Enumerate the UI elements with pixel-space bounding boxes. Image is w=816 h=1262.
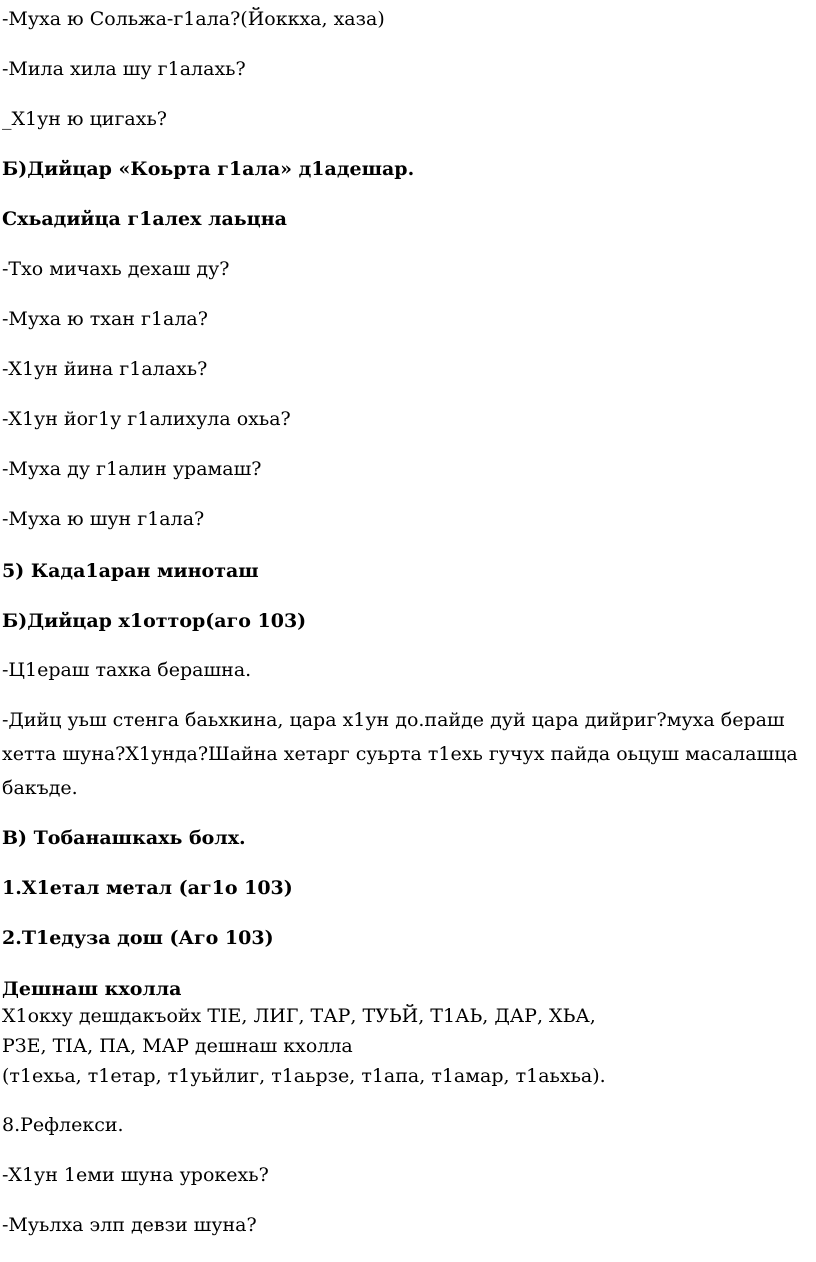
text-line: -Муха ю шун г1ала? [2,508,205,530]
text-line: -Муха ю Сольжа-г1ала?(Йоккха, хаза) [2,8,385,30]
text-line: _Х1ун ю цигахь? [2,108,167,130]
text-line: -Х1ун йог1у г1алихула охьа? [2,408,291,430]
text-line: Х1окху дешдакъойх ТIЕ, ЛИГ, ТАР, ТУЬЙ, Т1АЬ, ДАР, ХЬА, [2,1005,596,1027]
text-line: -Ц1ераш тахка берашна. [2,659,252,681]
section-heading: В) Тобанашкахь болх. [2,827,246,849]
text-line: -Тхо мичахь дехаш ду? [2,258,230,280]
section-heading: Б)Дийцар «Коьрта г1ала» д1адешар. [2,158,415,180]
section-heading: 1.Х1етал метал (аг1о 103) [2,877,293,899]
section-heading: 5) Када1аран минoташ [2,560,259,582]
text-line: 8.Рефлекси. [2,1114,124,1136]
text-line: -Х1ун 1еми шуна урокехь? [2,1164,269,1186]
text-line: -Муьлха элп девзи шуна? [2,1214,257,1236]
section-heading: Б)Дийцар х1оттор(аго 103) [2,610,307,632]
text-line: -Муха ду г1алин урамаш? [2,458,262,480]
text-line: -Муха ю тхан г1ала? [2,308,208,330]
text-line: -Х1ун йина г1алахь? [2,358,208,380]
text-line: (т1ехьа, т1етар, т1уьйлиг, т1аьрзе, т1апа, т1амар, т1аьхьа). [2,1065,606,1087]
section-heading: 2.Т1едуза дош (Аго 103) [2,927,274,949]
text-line: -Мила хила шу г1алахь? [2,58,246,80]
section-heading: Схьадийца г1алех лаьцна [2,208,287,230]
paragraph: -Дийц уьш стенга баьхкина, цара х1ун до.пайде дуй цара дийриг?муха бераш хетта шуна?Х1унда?Шайна хетарг суьрта т1ехь гучух пайда оьцуш масалашца бакъде. [2,709,798,799]
text-line: РЗЕ, ТIА, ПА, МАР дешнаш кхолла [2,1035,353,1057]
text-block [2,1001,814,1091]
section-heading: Дешнаш кхолла [2,978,182,1000]
